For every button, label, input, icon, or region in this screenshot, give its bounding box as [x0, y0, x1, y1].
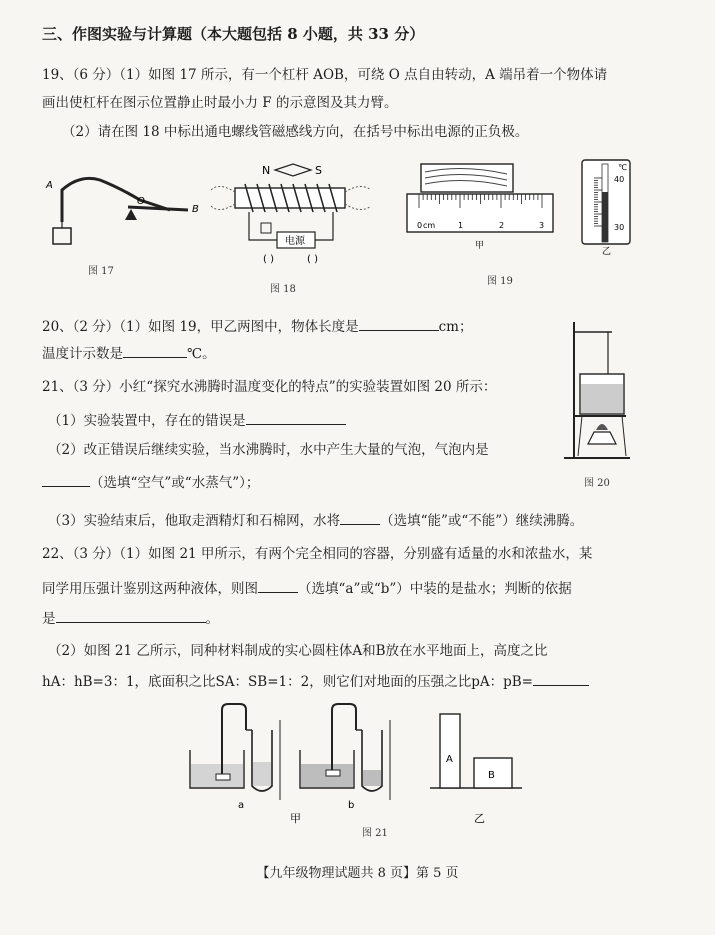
- label-jia: 甲: [290, 812, 301, 825]
- figure-18-solenoid: [205, 160, 380, 270]
- thermo-tick-40: 40: [614, 175, 625, 184]
- page-footer: 【九年级物理试题共 8 页】第 5 页: [256, 866, 459, 881]
- label-yi: 乙: [602, 247, 612, 257]
- label-b: B: [192, 204, 199, 215]
- q21-blank-boil[interactable]: [340, 510, 380, 525]
- q21-blank-bubble[interactable]: [42, 472, 90, 487]
- cylinder-a: [440, 714, 460, 788]
- q19-line1: 19、（6 分）（1）如图 17 所示，有一个杠杆 AOB，可绕 O 点自由转动，A 端吊着一个物体请: [42, 67, 608, 83]
- q21-line5: [48, 510, 583, 530]
- q21-line1: 21、（3 分）小红“探究水沸腾时温度变化的特点”的实验装置如图 20 所示：: [42, 379, 497, 395]
- label-n: N: [262, 164, 271, 177]
- q22-blank-figure[interactable]: [258, 578, 298, 593]
- q19-line2: 画出使杠杆在图示位置静止时最小力 F 的示意图及其力臂。: [42, 95, 398, 111]
- fig20-caption: 图 20: [584, 478, 610, 489]
- section-title: 三、作图实验与计算题（本大题包括 8 小题，共 33 分）: [42, 25, 425, 43]
- ruler-tick-3: 3: [539, 221, 545, 230]
- pivot-triangle: [125, 209, 137, 220]
- q20-line1: [42, 316, 473, 336]
- water: [581, 384, 623, 413]
- label-b: b: [348, 800, 355, 811]
- q21-line3: （2）改正错误后继续实验，当水沸腾时，水中产生大量的气泡，气泡内是: [48, 442, 489, 458]
- label-cyl-b: B: [488, 770, 495, 781]
- power-label: 电源: [285, 236, 305, 247]
- figure-17-lever: [40, 160, 215, 260]
- q22-blank-pressure-ratio[interactable]: [533, 671, 589, 686]
- q19-line3: （2）请在图 18 中标出通电螺线管磁感线方向，在括号中标出电源的正负极。: [62, 124, 529, 140]
- figure-20-apparatus: [560, 318, 640, 468]
- hanging-block: [53, 228, 71, 244]
- q21-line2-text: （1）实验装置中，存在的错误是: [48, 413, 246, 429]
- label-cyl-a: A: [446, 754, 453, 765]
- fig19-caption: 图 19: [487, 276, 513, 287]
- alcohol-lamp: [588, 432, 616, 444]
- q21-line5-text: （3）实验结束后，他取走酒精灯和石棉网，水将: [48, 513, 341, 529]
- lever-bar: [62, 178, 170, 222]
- q22-line3: [42, 608, 219, 628]
- q20-blank-temperature[interactable]: [123, 343, 187, 358]
- figure-19-ruler: [403, 158, 558, 253]
- label-a: a: [238, 800, 245, 811]
- thermo-tick-30: 30: [614, 223, 625, 232]
- q21-line4-text: （选填“空气”或“水蒸气”）；: [90, 475, 260, 491]
- paren-right: ( ): [307, 254, 318, 265]
- container-b: [300, 704, 390, 800]
- label-s: S: [315, 164, 322, 177]
- q20-line2-text: 温度计示数是: [42, 346, 123, 362]
- compass-needle: [275, 164, 311, 176]
- q22-line1: 22、（3 分）（1）如图 21 甲所示，有两个完全相同的容器，分别盛有适量的水和浓盐水，某: [42, 546, 593, 562]
- figure-19-thermometer: [572, 158, 647, 258]
- flame: [596, 424, 608, 430]
- q22-line2: [42, 578, 572, 598]
- q22-line2-text: 同学用压强计鉴别这两种液体，则图: [42, 581, 258, 597]
- q20-line1-unit: cm；: [438, 319, 473, 335]
- ruler-tick-1: 1: [458, 221, 464, 230]
- ruler-unit: cm: [423, 221, 436, 230]
- q22-blank-basis[interactable]: [56, 608, 206, 623]
- ruler-tick-0: 0: [417, 221, 423, 230]
- fig17-caption: 图 17: [88, 266, 114, 277]
- q20-line2-unit: ℃。: [187, 346, 216, 362]
- ruler-tick-2: 2: [499, 221, 505, 230]
- q21-blank-error[interactable]: [246, 410, 346, 425]
- paren-left: ( ): [263, 254, 274, 265]
- figure-21: [182, 700, 537, 835]
- q21-line5-choice: （选填“能”或“不能”）继续沸腾。: [380, 513, 584, 529]
- q22-line3-end: 。: [205, 611, 219, 627]
- fig18-caption: 图 18: [270, 284, 296, 295]
- fig21-caption: 图 21: [362, 828, 388, 839]
- q21-line4: [42, 472, 259, 492]
- label-a: A: [46, 180, 53, 191]
- label-jia: 甲: [475, 241, 485, 251]
- q20-line2: [42, 343, 216, 363]
- container-a: [190, 704, 280, 800]
- q22-line4: （2）如图 21 乙所示，同种材料制成的实心圆柱体A和B放在水平地面上，高度之比: [48, 643, 548, 659]
- q22-line5-text: hA：hB=3：1，底面积之比SA：SB=1：2，则它们对地面的压强之比pA：pB=: [42, 674, 533, 690]
- mercury-column: [602, 192, 608, 242]
- q22-line5: [42, 671, 589, 691]
- label-yi: 乙: [474, 812, 485, 825]
- q22-line3-text: 是: [42, 611, 56, 627]
- q20-blank-length[interactable]: [359, 316, 439, 331]
- thermo-unit: ℃: [618, 163, 627, 172]
- q20-line1-text: 20、（2 分）（1）如图 19，甲乙两图中，物体长度是: [42, 319, 359, 335]
- label-o: O: [137, 196, 145, 207]
- q22-line2-choice: （选填“a”或“b”）中装的是盐水；判断的依据: [298, 581, 572, 597]
- q21-line2: [48, 410, 346, 430]
